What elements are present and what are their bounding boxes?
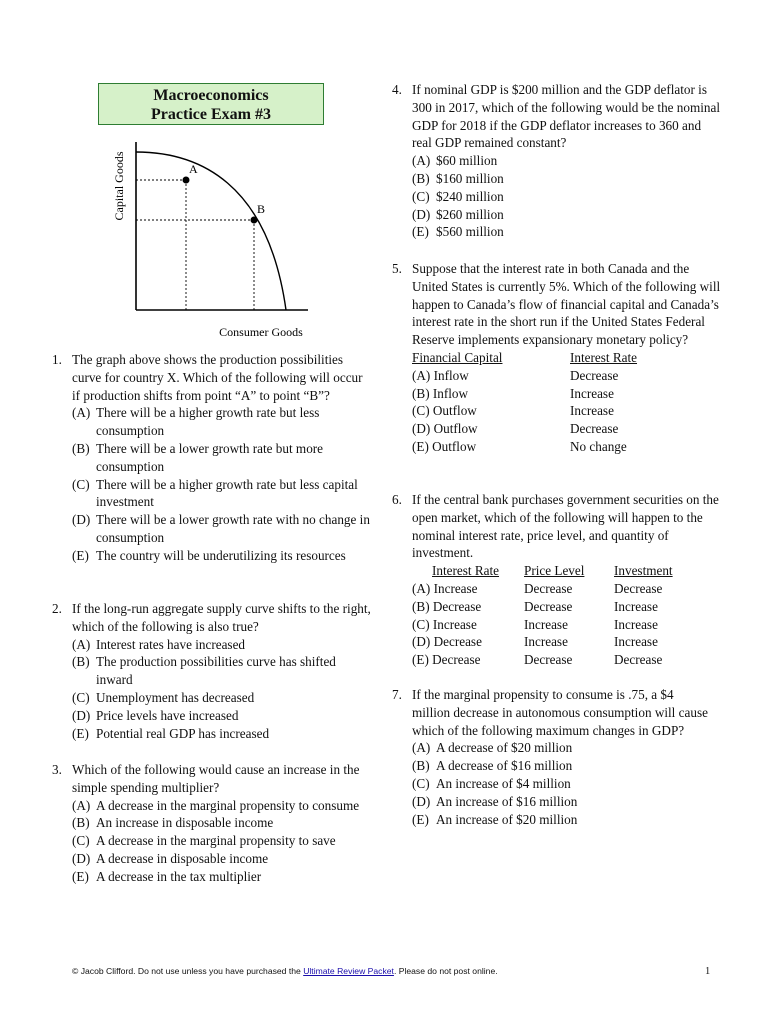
exam-title-line1: Macroeconomics (153, 87, 269, 104)
footer-notice (72, 966, 498, 976)
footer-suffix: . Please do not post online. (393, 966, 498, 976)
table-row: (A) Increase Decrease Decrease (412, 580, 663, 596)
page-number: 1 (705, 966, 711, 977)
question-stem: If nominal GDP is $200 million and the GDP deflator is 300 in 2017, which of the following would be the nominal GDP for 2018 if the GDP deflator increases to 360 and real GDP remained constant? (412, 82, 721, 151)
question-number: 7. (392, 687, 402, 702)
answer-option: (C) A decrease in the marginal propensity to save (72, 833, 336, 849)
answer-option: (C) $240 million (412, 188, 504, 204)
table-row: (B) Inflow Increase (412, 385, 614, 401)
answer-option: (D) An increase of $16 million (412, 793, 578, 809)
table-row: (C) Increase Increase Increase (412, 616, 658, 632)
column-header: Investment (614, 563, 673, 579)
answer-option: (C) There will be a higher growth rate but less capital investment (72, 476, 358, 510)
question-number: 2. (52, 601, 62, 616)
question-stem: If the long-run aggregate supply curve shifts to the right, which of the following is also true? (72, 601, 371, 634)
question-7 (392, 686, 712, 828)
question-stem: Which of the following would cause an increase in the simple spending multiplier? (72, 762, 360, 795)
answer-option: (D) A decrease in disposable income (72, 850, 269, 866)
answer-option: (A) There will be a higher growth rate but less consumption (72, 405, 320, 439)
question-stem: If the marginal propensity to consume is .75, a $4 million decrease in autonomous consumption will cause which of the following maximum changes in GDP? (412, 687, 708, 738)
question-stem: The graph above shows the production possibilities curve for country X. Which of the following will occur if production shifts from point “A” to point “B”? (72, 352, 363, 403)
point-a-label: A (189, 162, 198, 176)
answer-option: (D) $260 million (412, 206, 504, 222)
answer-option: (B) There will be a lower growth rate but more consumption (72, 440, 324, 474)
question-number: 3. (52, 762, 62, 777)
answer-option: (B) An increase in disposable income (72, 815, 274, 831)
table-row: (A) Inflow Decrease (412, 367, 619, 383)
column-header: Financial Capital (412, 349, 503, 365)
question-2 (52, 600, 372, 742)
question-5 (392, 260, 722, 456)
question-3 (52, 761, 382, 886)
question-number: 4. (392, 82, 402, 97)
answer-option: (D) There will be a lower growth rate with no change in consumption (72, 512, 370, 545)
column-header: Interest Rate (432, 563, 500, 579)
question-stem: Suppose that the interest rate in both Canada and the United States is currently 5%. Which of the following will happen to Canada’s flow of financial capital and Canada’s interest rate in the short run if the United States Federal Reserve implements expansionary monetary policy? (412, 261, 721, 348)
answer-option: (A) $60 million (412, 153, 498, 169)
answer-option: (E) An increase of $20 million (412, 811, 578, 827)
exam-title-line2: Practice Exam #3 (151, 106, 271, 123)
answer-option: (A) Interest rates have increased (72, 636, 246, 652)
point-a-dot (183, 177, 190, 184)
point-b-dot (251, 217, 258, 224)
table-row: (B) Decrease Decrease Increase (412, 598, 658, 614)
ultimate-review-packet-link[interactable]: Ultimate Review Packet (303, 966, 394, 976)
question-number: 6. (392, 492, 402, 507)
footer-prefix: © Jacob Clifford. Do not use unless you have purchased the (72, 966, 304, 976)
point-b-label: B (257, 202, 266, 216)
ppc-curve (136, 152, 286, 310)
y-axis-label: Capital Goods (112, 151, 126, 221)
table-row: (C) Outflow Increase (412, 403, 614, 419)
answer-option: (E) Potential real GDP has increased (72, 725, 270, 741)
table-row: (D) Decrease Increase Increase (412, 634, 658, 650)
answer-option: (E) A decrease in the tax multiplier (72, 868, 262, 884)
answer-option: (E) The country will be underutilizing its resources (72, 547, 346, 563)
question-6 (392, 491, 722, 669)
question-stem: If the central bank purchases government securities on the open market, which of the following will happen to the nominal interest rate, price level, and quantity of investment. (412, 492, 719, 561)
table-row: (E) Outflow No change (412, 438, 627, 454)
question-1 (52, 351, 372, 565)
answer-option: (C) An increase of $4 million (412, 775, 571, 791)
answer-option: (E) $560 million (412, 224, 504, 240)
answer-option: (C) Unemployment has decreased (72, 689, 255, 705)
table-row: (D) Outflow Decrease (412, 421, 619, 437)
table-header (392, 349, 722, 367)
exam-title-box (98, 83, 324, 125)
answer-option: (B) $160 million (412, 170, 504, 186)
question-number: 5. (392, 261, 402, 276)
table-header (392, 562, 722, 580)
answer-option: (B) The production possibilities curve has shifted inward (72, 654, 336, 688)
answer-option: (A) A decrease of $20 million (412, 740, 573, 756)
answer-option: (A) A decrease in the marginal propensity to consume (72, 797, 360, 813)
ppc-graph (108, 142, 328, 342)
question-number: 1. (52, 352, 62, 367)
x-axis-label: Consumer Goods (219, 325, 303, 339)
answer-option: (D) Price levels have increased (72, 707, 239, 723)
column-header: Price Level (524, 563, 585, 579)
column-header: Interest Rate (570, 349, 638, 365)
table-row: (E) Decrease Decrease Decrease (412, 652, 663, 668)
question-4 (392, 81, 722, 241)
ppc-graph-svg (108, 142, 328, 342)
answer-option: (B) A decrease of $16 million (412, 758, 573, 774)
